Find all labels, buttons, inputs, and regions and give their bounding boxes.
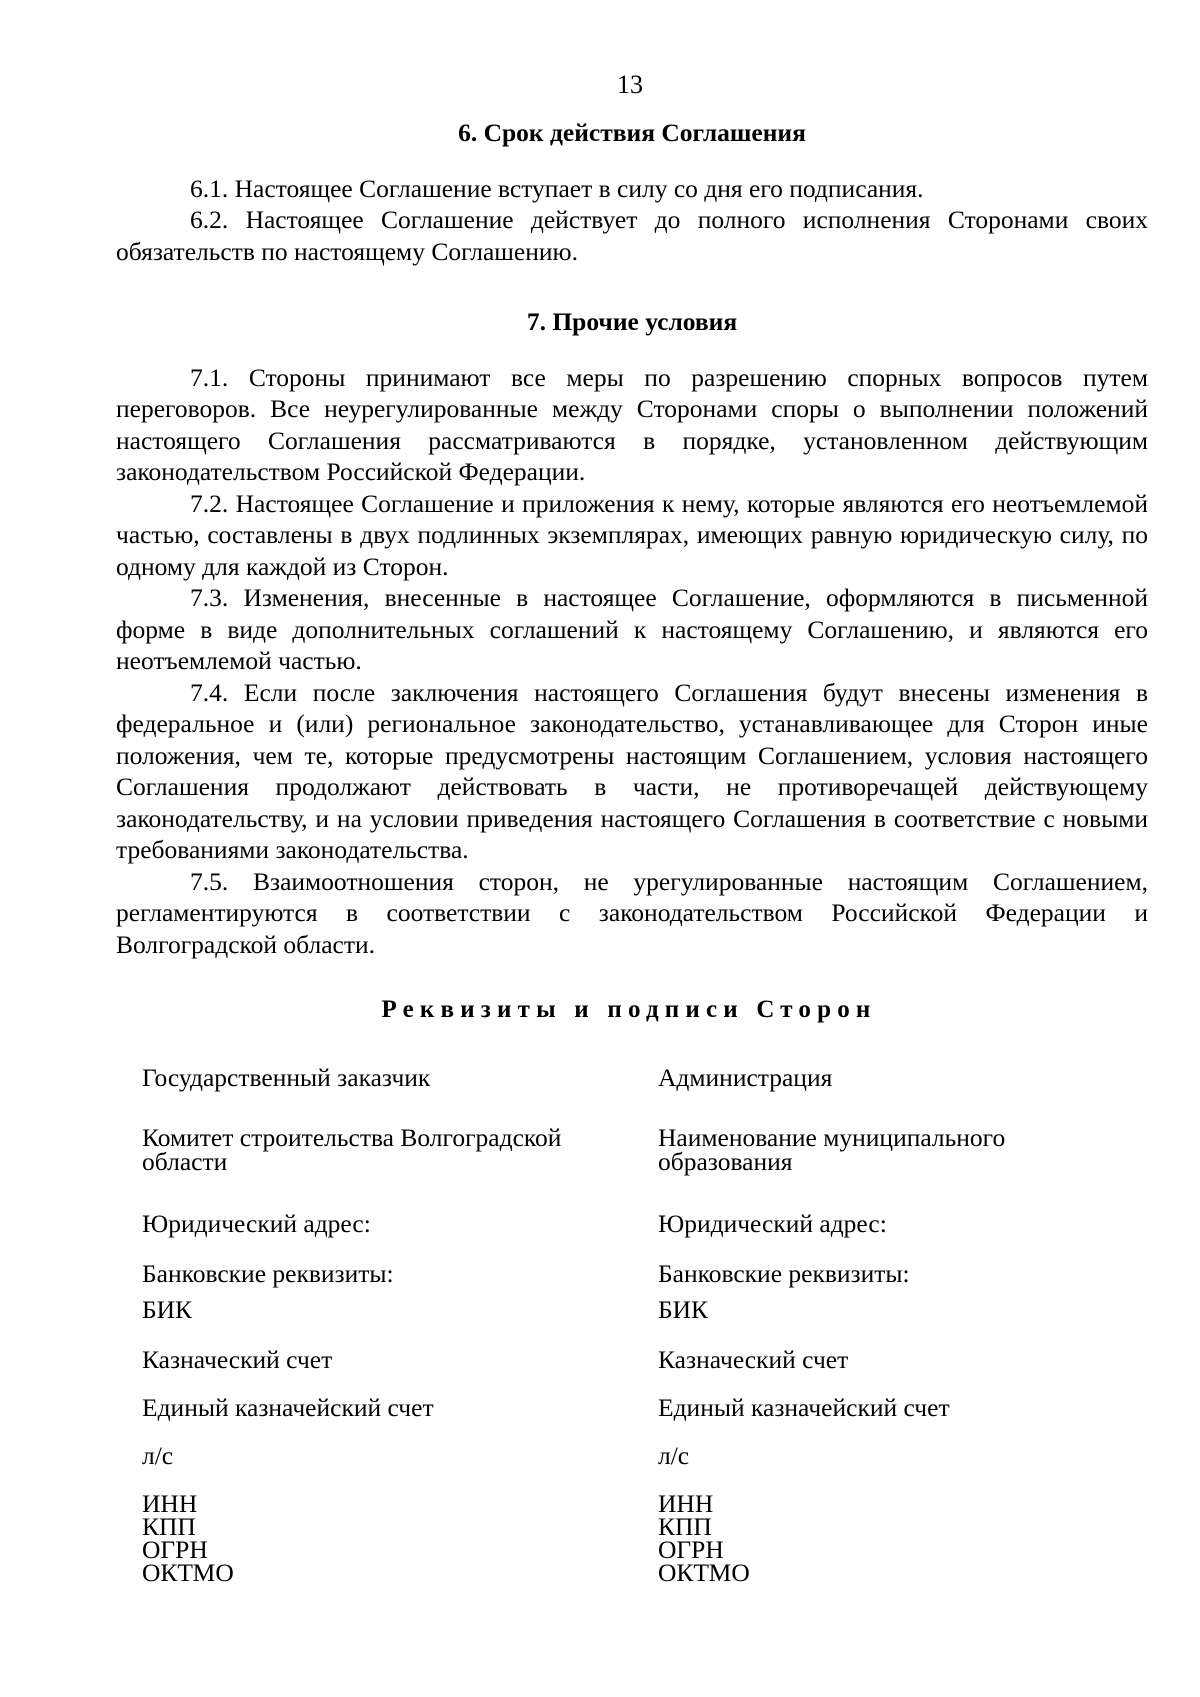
paragraph-7-5: 7.5. Взаимоотношения сторон, не урегулированные настоящим Соглашением, регламентируются в соответствии с законодательством Российской Федерации и Волгоградской области.	[116, 866, 1148, 959]
left-bank-details: Банковские реквизиты:	[142, 1259, 394, 1288]
paragraph-7-1: 7.1. Стороны принимают все меры по разрешению спорных вопросов путем переговоров. Все неурегулированные между Сторонами споры о выполнении положений настоящего Соглашения рассматриваются в порядке, установленном действующим законодательством Российской Федерации.	[116, 362, 1148, 486]
left-ogrn: ОГРН	[142, 1535, 208, 1564]
paragraph-7-4: 7.4. Если после заключения настоящего Соглашения будут внесены изменения в федеральное и (или) региональное законодательство, устанавливающее для Сторон иные положения, чем те, которые предусмотрены настоящим Соглашением, условия настоящего Соглашения продолжают действовать в части, не противоречащей действующему законодательству, и на условии приведения настоящего Соглашения в соответствие с новыми требованиями законодательства.	[116, 677, 1148, 864]
left-personal-account: л/с	[142, 1441, 174, 1470]
section-7	[116, 306, 1148, 960]
right-identifiers	[658, 1489, 1148, 1587]
right-organization	[658, 1123, 1148, 1212]
section-6	[116, 117, 1148, 267]
right-oktmo: ОКТМО	[658, 1558, 750, 1587]
right-role: Администрация	[658, 1063, 833, 1092]
left-address: Юридический адрес:	[142, 1209, 371, 1238]
paragraph-7-3: 7.3. Изменения, внесенные в настоящее Соглашение, оформляются в письменной форме в виде дополнительных соглашений к настоящему Соглашению, и являются его неотъемлемой частью.	[116, 583, 1148, 675]
left-single-treasury-account: Единый казначейский счет	[142, 1393, 434, 1422]
right-org-line-2: образования	[658, 1147, 793, 1176]
left-inn: ИНН	[142, 1489, 198, 1518]
paragraph-6-2: 6.2. Настоящее Соглашение действует до полного исполнения Сторонами своих обязательств по настоящему Соглашению.	[116, 205, 1148, 266]
right-ogrn: ОГРН	[658, 1535, 724, 1564]
right-single-treasury-account: Единый казначейский счет	[658, 1393, 950, 1422]
left-organization	[142, 1123, 632, 1212]
section-6-heading: 6. Срок действия Соглашения	[458, 118, 806, 147]
left-treasury-account: Казначеский счет	[142, 1345, 333, 1374]
paragraph-6-1: 6.1. Настоящее Соглашение вступает в силу со дня его подписания.	[190, 173, 924, 203]
right-bank-details: Банковские реквизиты:	[658, 1259, 910, 1288]
requisites-title: Реквизиты и подписи Сторон	[381, 996, 877, 1023]
right-address: Юридический адрес:	[658, 1209, 887, 1238]
left-org-line-2: области	[142, 1147, 228, 1176]
paragraph-7-2: 7.2. Настоящее Соглашение и приложения к нему, которые являются его неотъемлемой частью, составлены в двух подлинных экземплярах, имеющих равную юридическую силу, по одному для каждой из Сторон.	[116, 488, 1148, 581]
left-oktmo: ОКТМО	[142, 1558, 234, 1587]
left-bik: БИК	[142, 1295, 193, 1324]
requisites-left-column	[142, 1063, 632, 1587]
right-treasury-account: Казначеский счет	[658, 1345, 849, 1374]
requisites-right-column	[658, 1063, 1148, 1587]
left-role: Государственный заказчик	[142, 1063, 431, 1092]
right-inn: ИНН	[658, 1489, 714, 1518]
right-personal-account: л/с	[658, 1441, 690, 1470]
right-org-line-1: Наименование муниципального	[658, 1123, 1006, 1152]
right-kpp: КПП	[658, 1512, 712, 1541]
left-org-line-1: Комитет строительства Волгоградской	[142, 1123, 562, 1152]
left-identifiers	[142, 1489, 632, 1587]
right-bik: БИК	[658, 1295, 709, 1324]
left-kpp: КПП	[142, 1512, 196, 1541]
page-number: 13	[617, 70, 643, 99]
section-7-heading: 7. Прочие условия	[526, 307, 738, 336]
